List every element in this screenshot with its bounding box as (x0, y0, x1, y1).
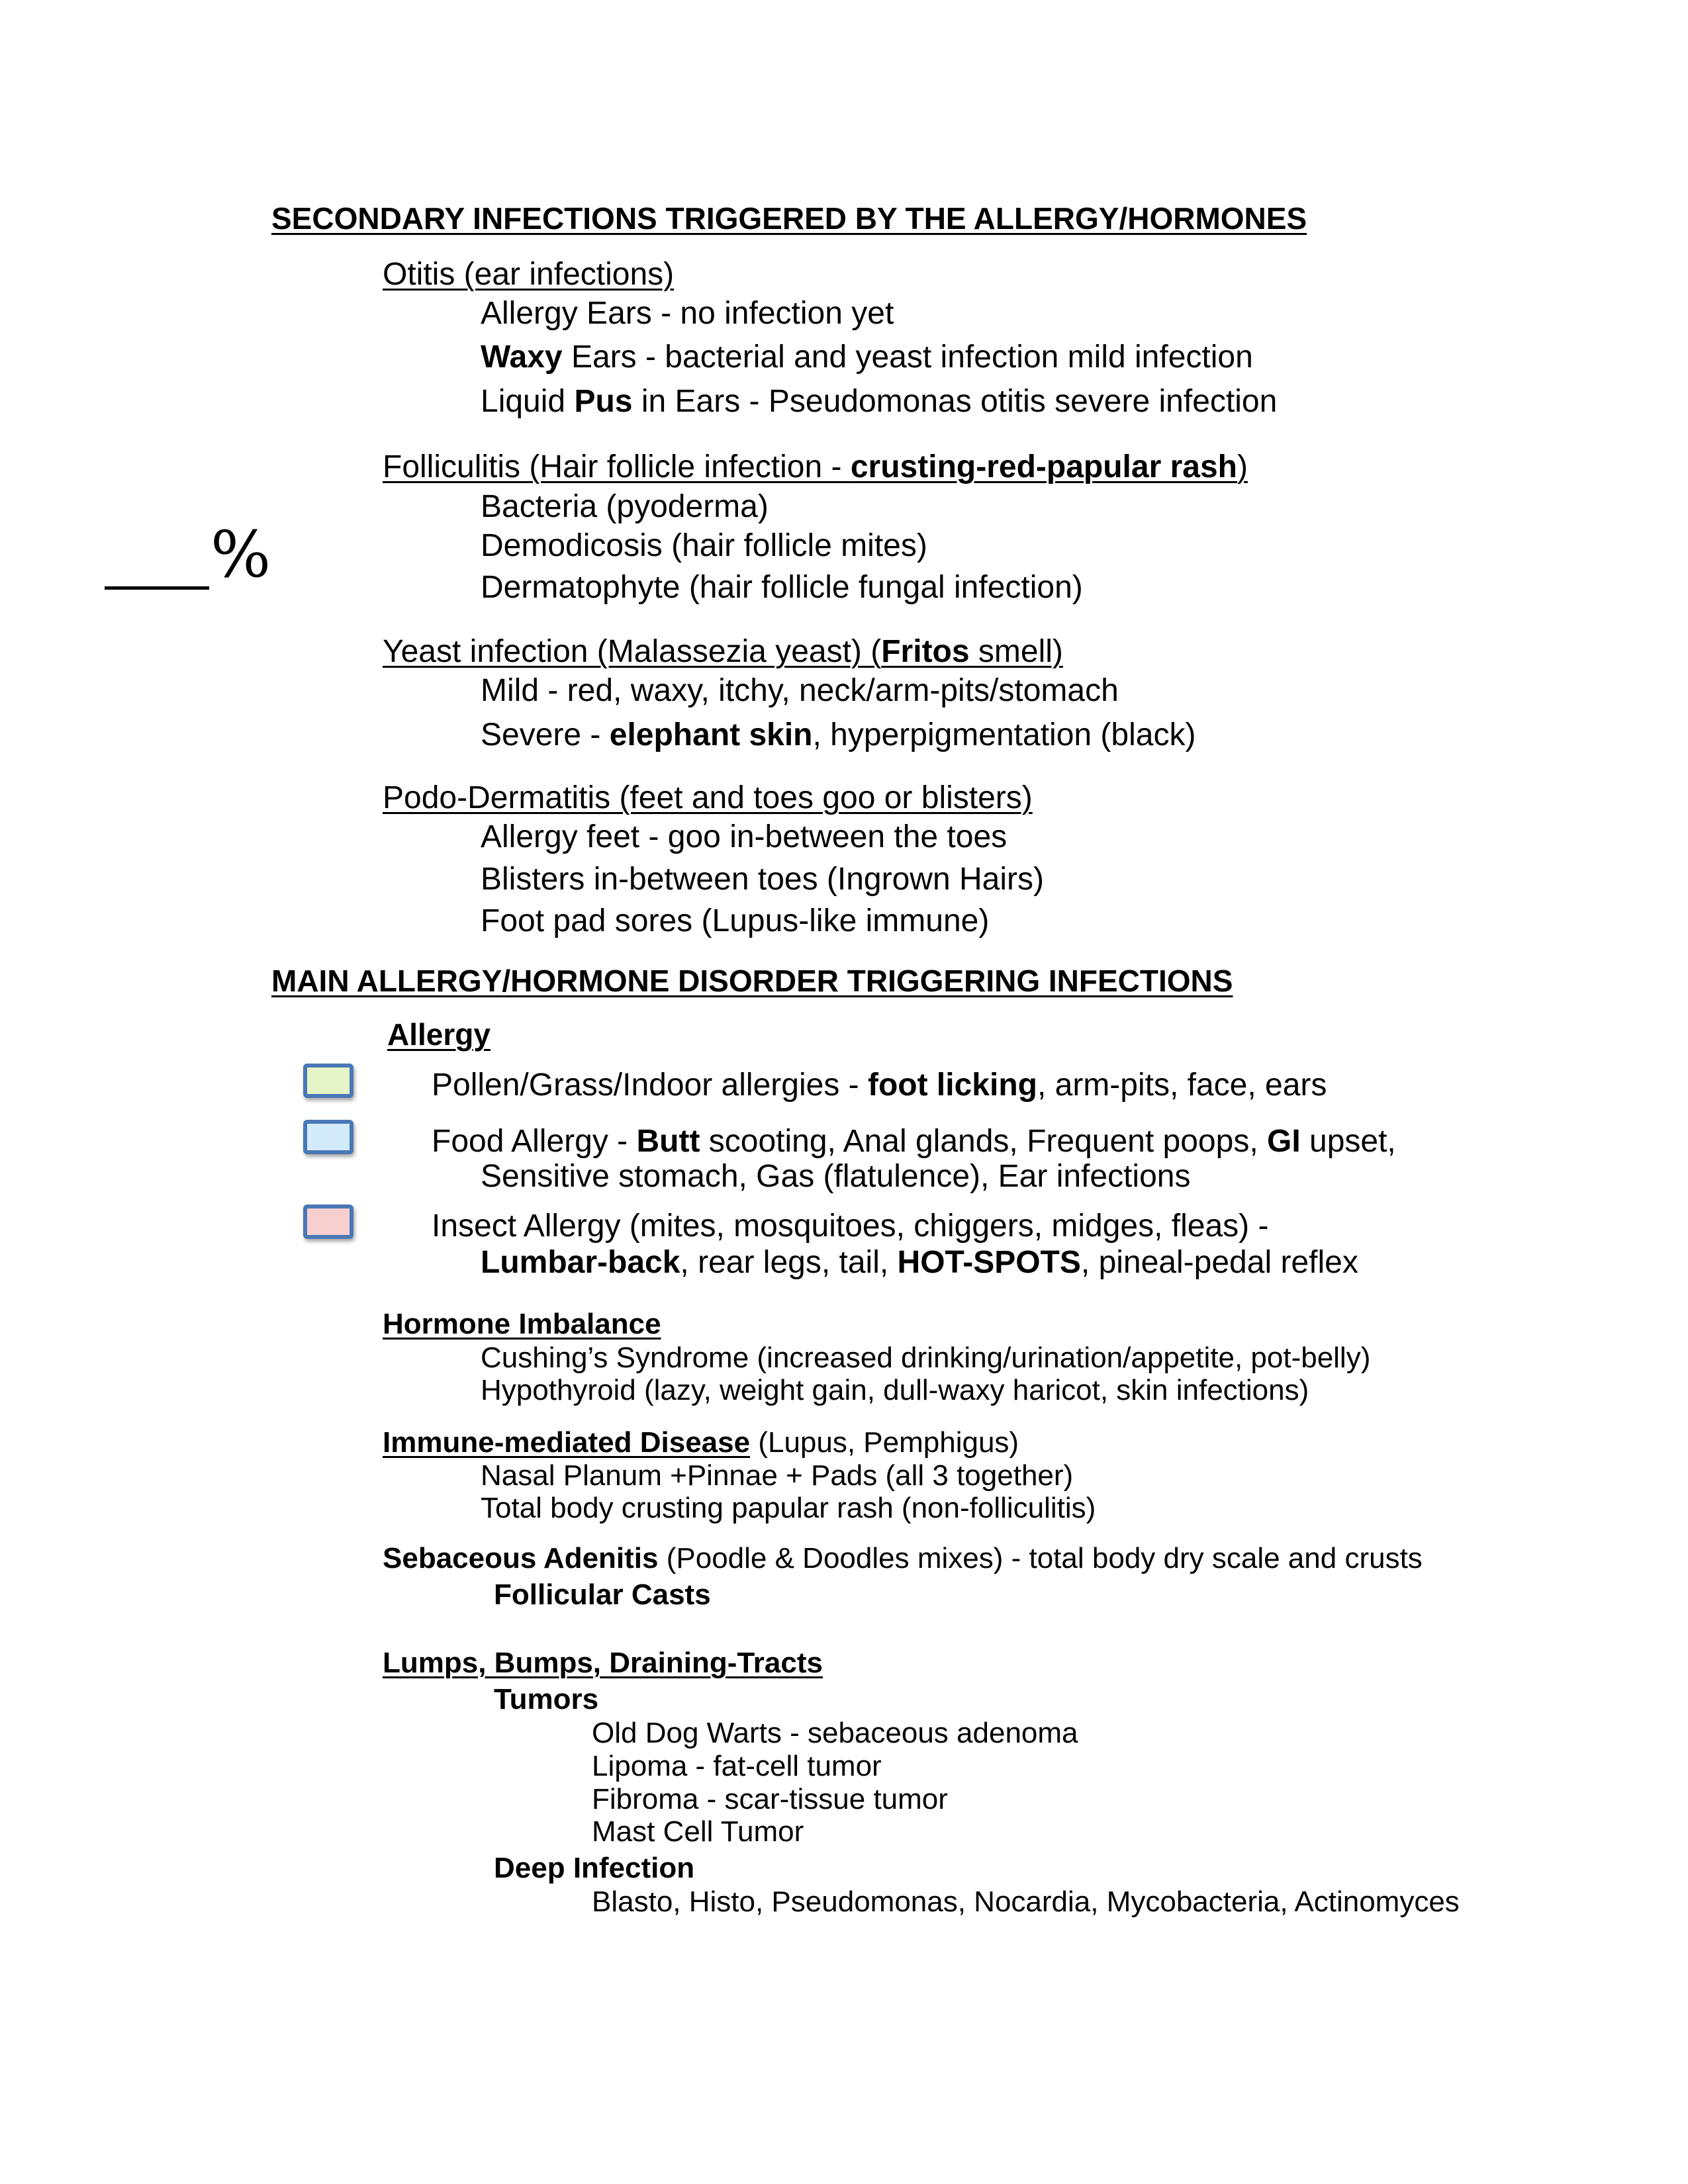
percent-sign: % (211, 518, 271, 592)
bold-term: Waxy (481, 340, 563, 375)
otitis-item-pus-ears (481, 383, 1277, 420)
percent-blank-line (105, 586, 209, 590)
allergy-heading: Allergy (387, 1017, 491, 1052)
bold-term: foot licking (867, 1068, 1037, 1103)
heading-text: smell) (969, 634, 1063, 669)
heading-text: (Poodle & Doodles mixes) - total body dry scale and crusts (658, 1542, 1423, 1574)
allergy-item-food (432, 1123, 1396, 1160)
tumor-item: Mast Cell Tumor (592, 1815, 804, 1848)
heading-text: (Lupus, Pemphigus) (750, 1426, 1019, 1459)
item-text: , pineal-pedal reflex (1080, 1245, 1358, 1280)
item-text: upset, (1300, 1124, 1396, 1159)
hormone-item-hypothyroid: Hypothyroid (lazy, weight gain, dull-waxy haricot, skin infections) (481, 1374, 1309, 1406)
bold-term: Pus (574, 384, 633, 419)
allergy-item-food-line2: Sensitive stomach, Gas (flatulence), Ear infections (481, 1159, 1191, 1194)
pollen-color-swatch (303, 1064, 353, 1098)
bold-term: Butt (636, 1124, 700, 1159)
immune-heading (383, 1426, 1019, 1459)
immune-item-total-body: Total body crusting papular rash (non-folliculitis) (481, 1492, 1096, 1524)
heading-text: Yeast infection (Malassezia yeast) ( (383, 634, 882, 669)
yeast-item-mild: Mild - red, waxy, itchy, neck/arm-pits/stomach (481, 673, 1119, 708)
heading-bold: Sebaceous Adenitis (383, 1542, 659, 1574)
allergy-item-pollen (432, 1067, 1327, 1103)
podo-item-allergy-feet: Allergy feet - goo in-between the toes (481, 819, 1008, 854)
lumps-heading: Lumps, Bumps, Draining-Tracts (383, 1647, 823, 1679)
bold-term: HOT-SPOTS (897, 1245, 1081, 1280)
item-text: , arm-pits, face, ears (1037, 1068, 1327, 1103)
folliculitis-heading (383, 449, 1248, 485)
item-text: Liquid (481, 384, 575, 419)
food-color-swatch (303, 1120, 353, 1154)
item-text: scooting, Anal glands, Frequent poops, (700, 1124, 1267, 1159)
insect-color-swatch (303, 1205, 353, 1239)
item-text: Severe - (481, 717, 610, 752)
main-title: MAIN ALLERGY/HORMONE DISORDER TRIGGERING INFECTIONS (271, 964, 1233, 998)
bold-term: GI (1267, 1124, 1301, 1159)
tumor-item: Fibroma - scar-tissue tumor (592, 1783, 948, 1815)
item-text: , rear legs, tail, (680, 1245, 898, 1280)
tumor-item: Lipoma - fat-cell tumor (592, 1750, 882, 1782)
tumors-heading: Tumors (494, 1683, 599, 1715)
tumor-item: Old Dog Warts - sebaceous adenoma (592, 1717, 1078, 1749)
folliculitis-item-bacteria: Bacteria (pyoderma) (481, 489, 769, 524)
deep-infection-heading: Deep Infection (494, 1852, 695, 1884)
yeast-heading (383, 633, 1063, 670)
immune-item-nasal: Nasal Planum +Pinnae + Pads (all 3 together) (481, 1459, 1074, 1492)
item-text: Pollen/Grass/Indoor allergies - (432, 1068, 868, 1103)
bold-term: elephant skin (609, 717, 813, 752)
heading-text: ) (1237, 449, 1248, 484)
secondary-title: SECONDARY INFECTIONS TRIGGERED BY THE ALLERGY/HORMONES (271, 201, 1307, 236)
otitis-item-allergy-ears: Allergy Ears - no infection yet (481, 296, 894, 331)
otitis-item-waxy-ears (481, 339, 1253, 375)
item-text: Food Allergy - (432, 1124, 637, 1159)
sebaceous-heading (383, 1542, 1423, 1575)
folliculitis-item-demodicosis: Demodicosis (hair follicle mites) (481, 528, 927, 563)
folliculitis-item-dermatophyte: Dermatophyte (hair follicle fungal infection) (481, 570, 1083, 605)
bold-term: Fritos (881, 634, 970, 669)
item-text: , hyperpigmentation (black) (812, 717, 1196, 752)
allergy-item-insect: Insect Allergy (mites, mosquitoes, chiggers, midges, fleas) - (432, 1208, 1269, 1244)
allergy-item-insect-line2 (481, 1244, 1358, 1281)
bold-term: Lumbar-back (481, 1245, 680, 1280)
bold-term: crusting-red-papular rash (850, 449, 1237, 484)
yeast-item-severe (481, 717, 1196, 753)
item-text: Ears - bacterial and yeast infection mild infection (562, 340, 1253, 375)
item-text: in Ears - Pseudomonas otitis severe infection (632, 384, 1278, 419)
podo-item-foot-pad: Foot pad sores (Lupus-like immune) (481, 903, 990, 938)
heading-text: Folliculitis (Hair follicle infection - (383, 449, 851, 484)
deep-infection-item: Blasto, Histo, Pseudomonas, Nocardia, Mycobacteria, Actinomyces (592, 1886, 1460, 1918)
hormone-heading: Hormone Imbalance (383, 1308, 661, 1340)
podo-heading: Podo-Dermatitis (feet and toes goo or blisters) (383, 780, 1033, 815)
podo-item-blisters: Blisters in-between toes (Ingrown Hairs) (481, 862, 1044, 897)
hormone-item-cushings: Cushing’s Syndrome (increased drinking/urination/appetite, pot-belly) (481, 1342, 1371, 1374)
otitis-heading: Otitis (ear infections) (383, 257, 675, 292)
heading-bold: Immune-mediated Disease (383, 1426, 751, 1459)
sebaceous-sub: Follicular Casts (494, 1578, 711, 1611)
